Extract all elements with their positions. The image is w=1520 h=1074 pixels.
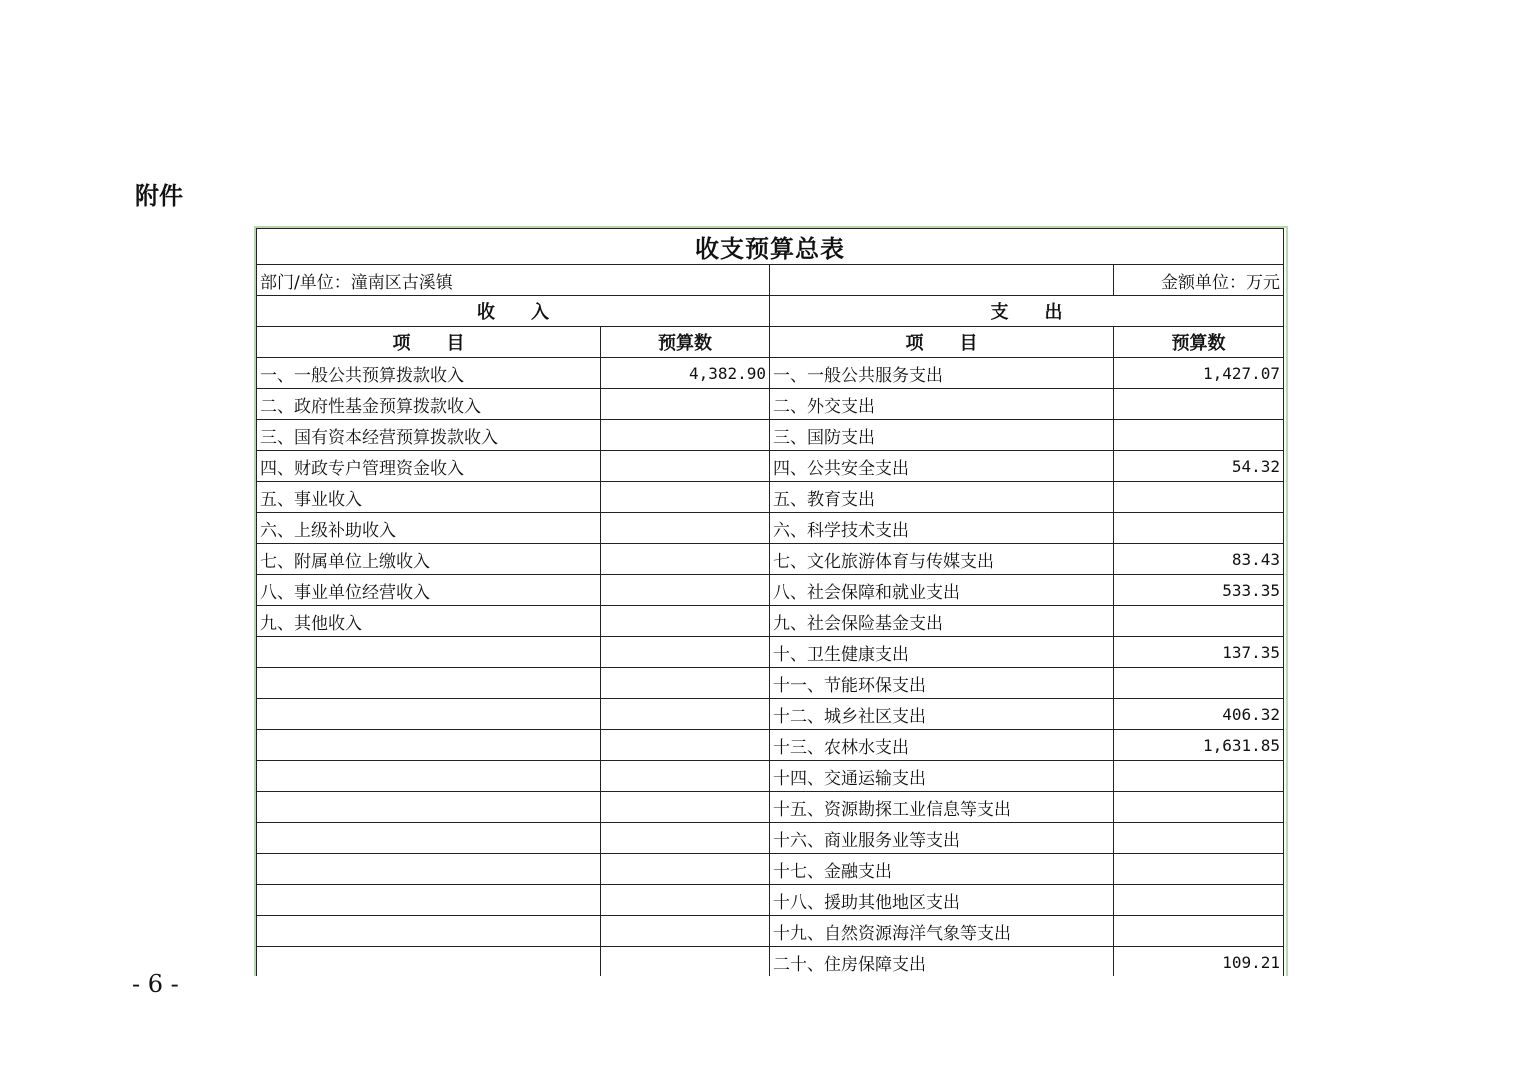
- attachment-label: 附件: [135, 181, 183, 210]
- expense-item-cell: 七、文化旅游体育与传媒支出: [770, 544, 1114, 575]
- income-item-cell: [257, 699, 601, 730]
- income-amount-cell: [601, 916, 770, 947]
- expense-item-cell: 六、科学技术支出: [770, 513, 1114, 544]
- income-amount-cell: [601, 389, 770, 420]
- table-title: 收支预算总表: [257, 229, 1284, 265]
- table-row: [257, 420, 1284, 451]
- expense-amount-cell: [1114, 792, 1284, 823]
- expense-amount-header: 预算数: [1114, 327, 1284, 358]
- expense-amount-cell: [1114, 389, 1284, 420]
- income-item-cell: [257, 637, 601, 668]
- income-amount-cell: [601, 606, 770, 637]
- expense-item-cell: 十二、城乡社区支出: [770, 699, 1114, 730]
- income-amount-cell: [601, 513, 770, 544]
- table-row: [257, 823, 1284, 854]
- table-row: [257, 637, 1284, 668]
- income-amount-cell: [601, 761, 770, 792]
- expense-item-cell: 三、国防支出: [770, 420, 1114, 451]
- table-row: [257, 792, 1284, 823]
- income-item-cell: 四、财政专户管理资金收入: [257, 451, 601, 482]
- expense-item-cell: 十、卫生健康支出: [770, 637, 1114, 668]
- table-row: [257, 513, 1284, 544]
- income-item-cell: [257, 823, 601, 854]
- expense-amount-cell: [1114, 606, 1284, 637]
- expense-amount-cell: [1114, 916, 1284, 947]
- income-amount-cell: [601, 544, 770, 575]
- table-row: [257, 761, 1284, 792]
- income-amount-cell: [601, 885, 770, 916]
- expense-item-cell: 十六、商业服务业等支出: [770, 823, 1114, 854]
- unit-label: 金额单位：万元: [1114, 265, 1284, 296]
- expense-amount-cell: 1,427.07: [1114, 358, 1284, 389]
- budget-table-frame: [254, 226, 1288, 976]
- income-item-cell: [257, 854, 601, 885]
- income-amount-header: 预算数: [601, 327, 770, 358]
- expense-item-cell: 八、社会保障和就业支出: [770, 575, 1114, 606]
- expense-amount-cell: 533.35: [1114, 575, 1284, 606]
- column-header-row: [257, 327, 1284, 358]
- income-item-cell: [257, 885, 601, 916]
- expense-amount-cell: 137.35: [1114, 637, 1284, 668]
- expense-amount-cell: [1114, 420, 1284, 451]
- expense-item-cell: 二、外交支出: [770, 389, 1114, 420]
- income-item-cell: 二、政府性基金预算拨款收入: [257, 389, 601, 420]
- expense-amount-cell: [1114, 823, 1284, 854]
- table-row: [257, 482, 1284, 513]
- income-item-cell: 九、其他收入: [257, 606, 601, 637]
- expense-item-cell: 十五、资源勘探工业信息等支出: [770, 792, 1114, 823]
- expense-item-cell: 十三、农林水支出: [770, 730, 1114, 761]
- table-row: [257, 916, 1284, 947]
- table-row: [257, 606, 1284, 637]
- income-item-cell: [257, 668, 601, 699]
- income-amount-cell: [601, 420, 770, 451]
- income-amount-cell: [601, 792, 770, 823]
- income-amount-cell: 4,382.90: [601, 358, 770, 389]
- table-row: [257, 947, 1284, 977]
- expense-amount-cell: 83.43: [1114, 544, 1284, 575]
- expense-amount-cell: [1114, 854, 1284, 885]
- table-row: [257, 451, 1284, 482]
- expense-item-cell: 十九、自然资源海洋气象等支出: [770, 916, 1114, 947]
- income-item-header: 项 目: [257, 327, 601, 358]
- expense-item-cell: 十八、援助其他地区支出: [770, 885, 1114, 916]
- income-amount-cell: [601, 482, 770, 513]
- income-item-cell: [257, 730, 601, 761]
- budget-summary-table: [256, 228, 1284, 976]
- income-amount-cell: [601, 668, 770, 699]
- expense-item-cell: 十四、交通运输支出: [770, 761, 1114, 792]
- expense-header: 支 出: [770, 296, 1284, 327]
- table-row: [257, 575, 1284, 606]
- expense-amount-cell: 54.32: [1114, 451, 1284, 482]
- income-item-cell: 八、事业单位经营收入: [257, 575, 601, 606]
- table-row: [257, 854, 1284, 885]
- income-item-cell: [257, 916, 601, 947]
- table-row: [257, 668, 1284, 699]
- section-header-row: [257, 296, 1284, 327]
- expense-item-cell: 五、教育支出: [770, 482, 1114, 513]
- department-label: 部门/单位：潼南区古溪镇: [257, 265, 770, 296]
- income-amount-cell: [601, 637, 770, 668]
- expense-item-cell: 十七、金融支出: [770, 854, 1114, 885]
- income-amount-cell: [601, 575, 770, 606]
- income-header: 收 入: [257, 296, 770, 327]
- expense-amount-cell: 406.32: [1114, 699, 1284, 730]
- table-row: [257, 730, 1284, 761]
- expense-item-header: 项 目: [770, 327, 1114, 358]
- expense-amount-cell: 1,631.85: [1114, 730, 1284, 761]
- expense-amount-cell: [1114, 885, 1284, 916]
- meta-blank: [770, 265, 1114, 296]
- table-meta-row: [257, 265, 1284, 296]
- expense-item-cell: 二十、住房保障支出: [770, 947, 1114, 977]
- income-item-cell: [257, 761, 601, 792]
- income-item-cell: 一、一般公共预算拨款收入: [257, 358, 601, 389]
- income-item-cell: 三、国有资本经营预算拨款收入: [257, 420, 601, 451]
- table-row: [257, 358, 1284, 389]
- income-amount-cell: [601, 699, 770, 730]
- page-number: - 6 -: [132, 970, 179, 998]
- income-amount-cell: [601, 947, 770, 977]
- expense-item-cell: 九、社会保险基金支出: [770, 606, 1114, 637]
- table-row: [257, 885, 1284, 916]
- expense-amount-cell: [1114, 761, 1284, 792]
- expense-amount-cell: 109.21: [1114, 947, 1284, 977]
- expense-amount-cell: [1114, 513, 1284, 544]
- income-item-cell: 五、事业收入: [257, 482, 601, 513]
- income-amount-cell: [601, 854, 770, 885]
- income-amount-cell: [601, 823, 770, 854]
- table-title-row: [257, 229, 1284, 265]
- table-row: [257, 544, 1284, 575]
- table-row: [257, 389, 1284, 420]
- income-amount-cell: [601, 451, 770, 482]
- expense-amount-cell: [1114, 668, 1284, 699]
- expense-item-cell: 四、公共安全支出: [770, 451, 1114, 482]
- expense-item-cell: 一、一般公共服务支出: [770, 358, 1114, 389]
- income-item-cell: [257, 947, 601, 977]
- income-item-cell: [257, 792, 601, 823]
- income-amount-cell: [601, 730, 770, 761]
- income-item-cell: 六、上级补助收入: [257, 513, 601, 544]
- table-row: [257, 699, 1284, 730]
- expense-amount-cell: [1114, 482, 1284, 513]
- expense-item-cell: 十一、节能环保支出: [770, 668, 1114, 699]
- income-item-cell: 七、附属单位上缴收入: [257, 544, 601, 575]
